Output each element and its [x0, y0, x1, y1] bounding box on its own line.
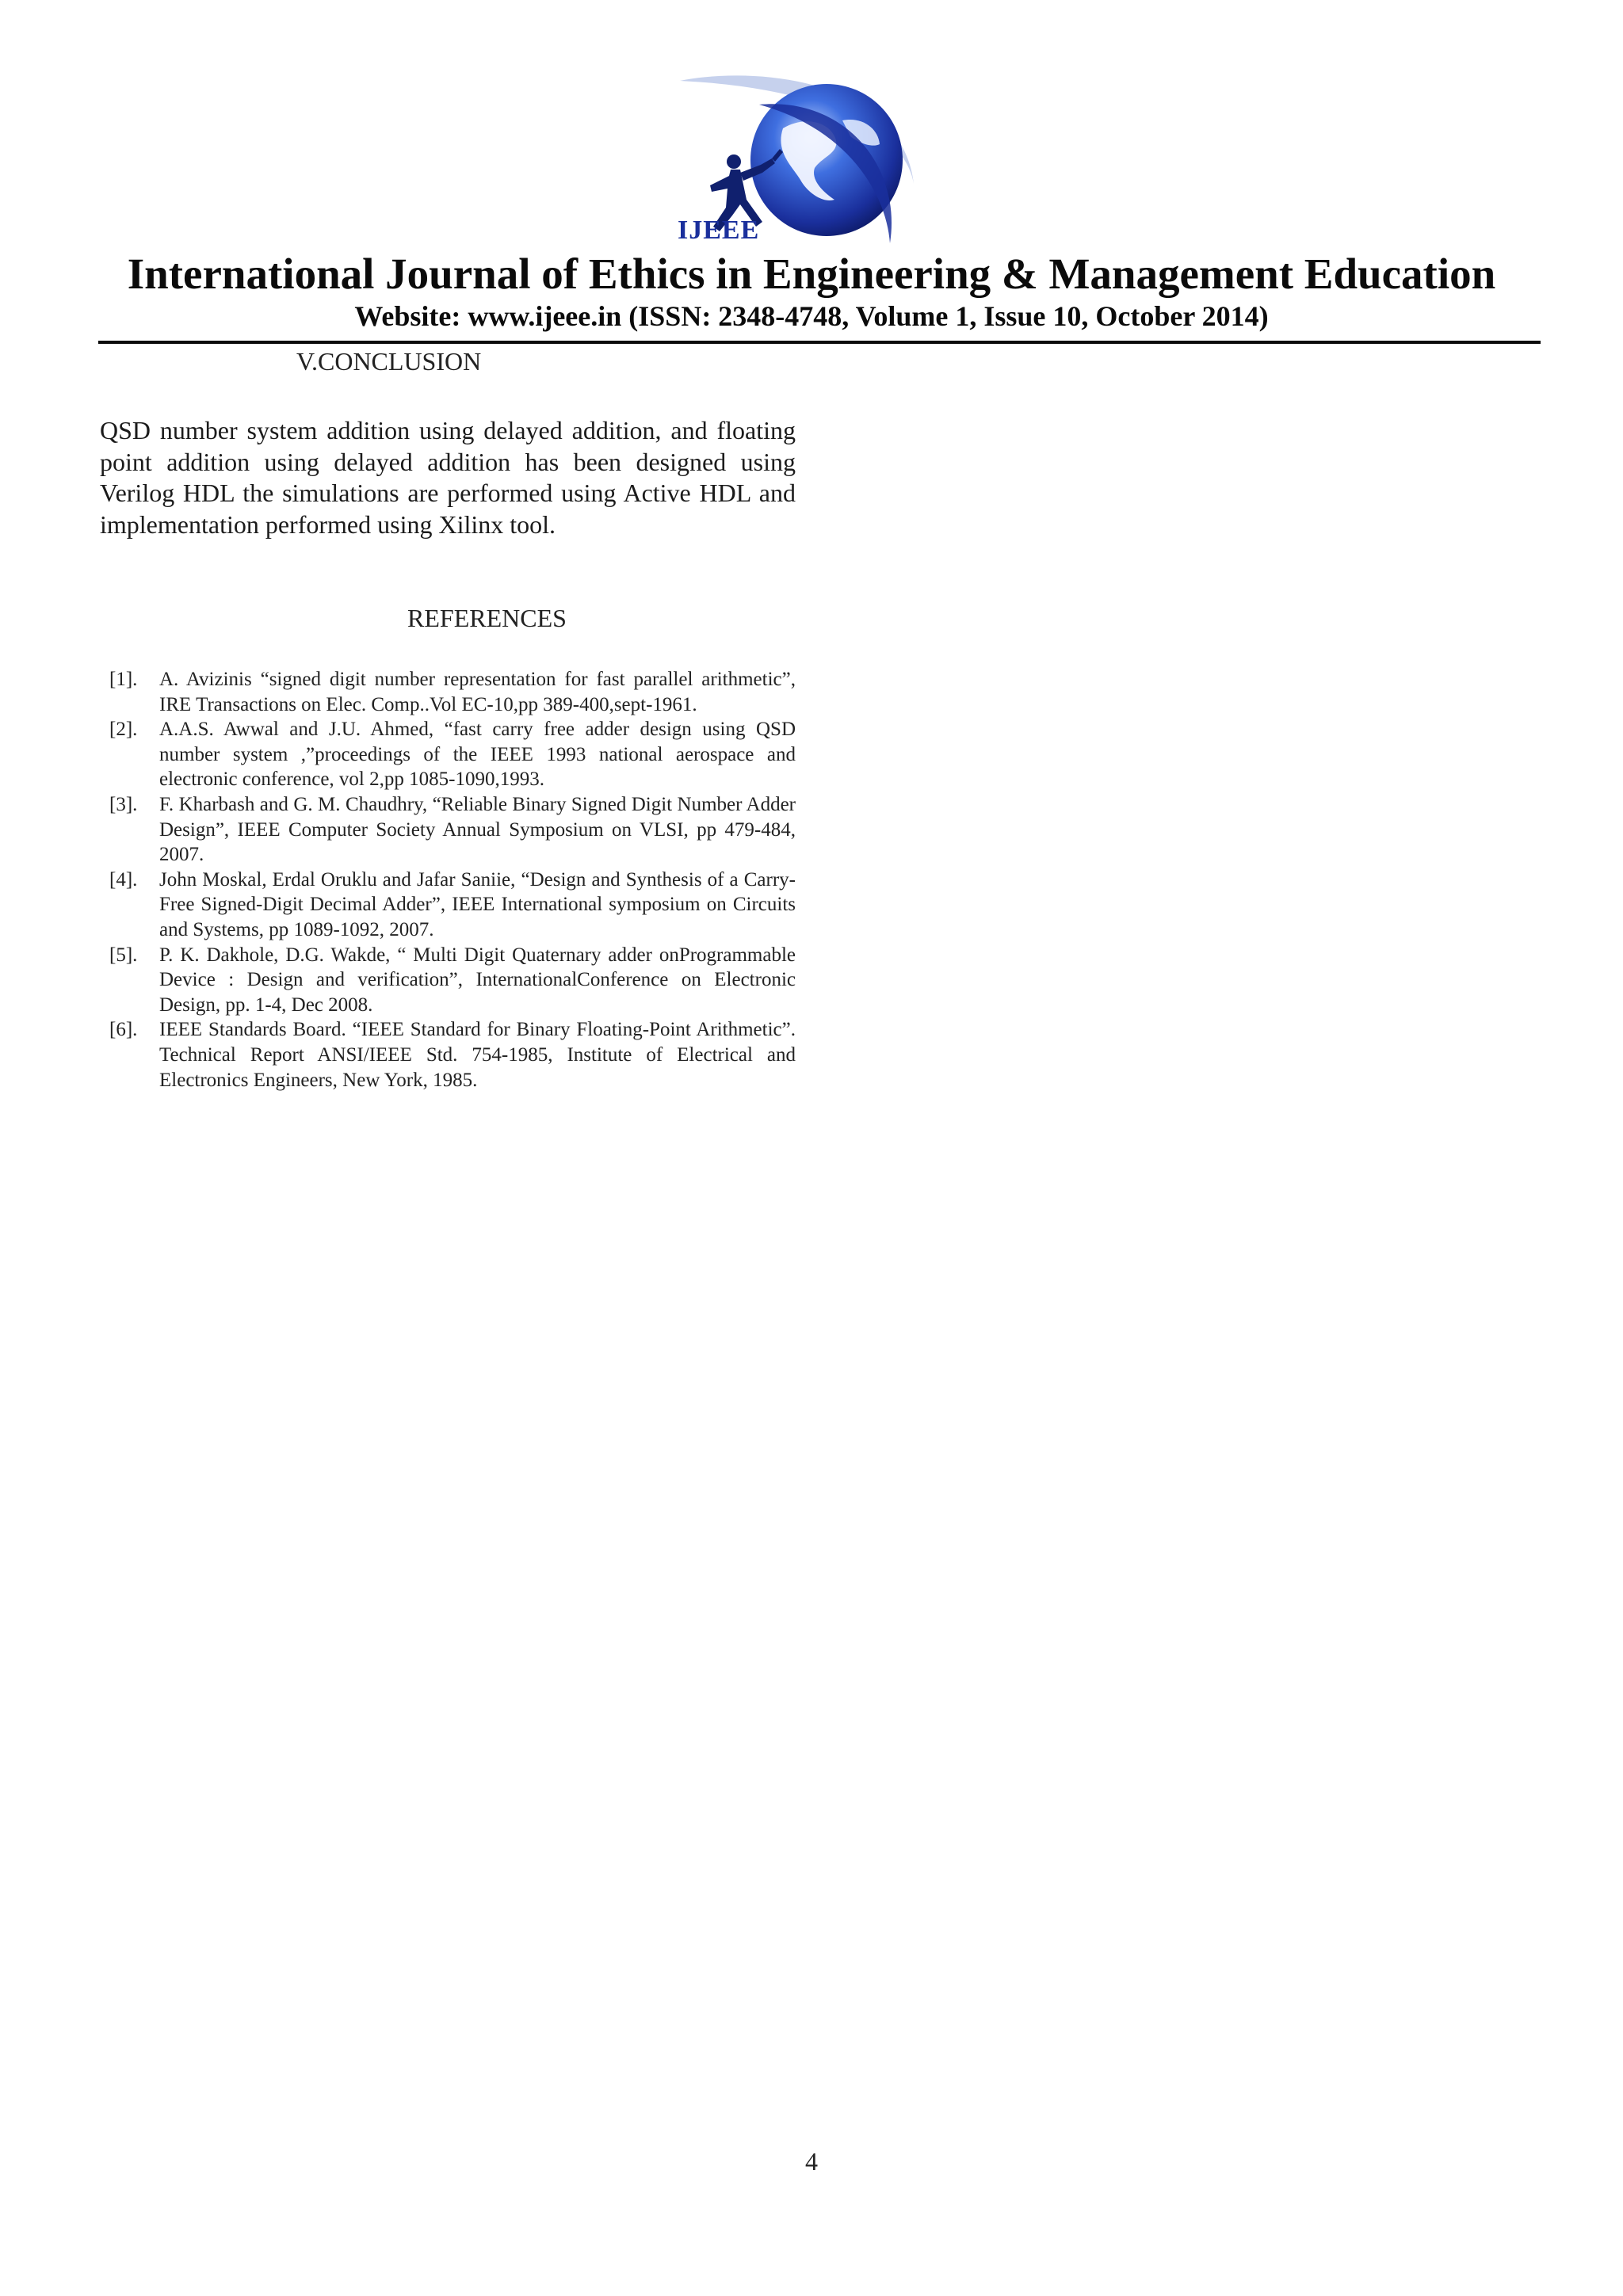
reference-number: [6].: [109, 1019, 138, 1041]
references-heading: REFERENCES: [407, 604, 567, 632]
journal-subtitle: Website: www.ijeee.in (ISSN: 2348-4748, Volume 1, Issue 10, October 2014): [354, 300, 1269, 332]
reference-item: [109, 717, 796, 792]
conclusion-paragraph: QSD number system addition using delayed addition, and floating point addition using delayed addition has been designed using Verilog HDL the simulations are performed using Active HDL and implementation performed using Xilinx tool.: [100, 416, 796, 539]
reference-text: A.A.S. Awwal and J.U. Ahmed, “fast carry free adder design using QSD number system ,”proceedings of the IEEE 1993 national aerospace and electronic conference, vol 2,pp 1085-1090,1993.: [159, 719, 796, 791]
reference-list: [109, 667, 796, 1093]
conclusion-heading: V.CONCLUSION: [296, 347, 482, 376]
reference-item: [109, 868, 796, 943]
page-number: 4: [805, 2147, 818, 2176]
reference-text: A. Avizinis “signed digit number representation for fast parallel arithmetic”, IRE Transactions on Elec. Comp..Vol EC-10,pp 389-400,sept-1961.: [159, 669, 796, 715]
reference-item: [109, 792, 796, 868]
journal-title: International Journal of Ethics in Engineering & Management Education: [127, 250, 1496, 298]
reference-item: [109, 667, 796, 717]
reference-number: [1].: [109, 669, 138, 690]
reference-number: [5].: [109, 944, 138, 966]
reference-text: P. K. Dakhole, D.G. Wakde, “ Multi Digit Quaternary adder onProgrammable Device : Design and verification”, InternationalConference on Electronic Design, pp. 1-4, Dec 2008.: [159, 944, 796, 1016]
logo-text: IJEEE: [678, 215, 760, 245]
reference-item: [109, 1017, 796, 1093]
reference-text: IEEE Standards Board. “IEEE Standard for Binary Floating-Point Arithmetic”. Technical Report ANSI/IEEE Std. 754-1985, Institute of Electrical and Electronics Engineers, New York, 1985.: [159, 1019, 796, 1091]
reference-text: John Moskal, Erdal Oruklu and Jafar Saniie, “Design and Synthesis of a Carry-Free Signed-Digit Decimal Adder”, IEEE International symposium on Circuits and Systems, pp 1089-1092, 2007.: [159, 868, 796, 940]
reference-number: [2].: [109, 719, 138, 741]
reference-number: [3].: [109, 793, 138, 815]
reference-number: [4].: [109, 868, 138, 891]
header-divider: [98, 341, 1541, 344]
reference-text: F. Kharbash and G. M. Chaudhry, “Reliable Binary Signed Digit Number Adder Design”, IEEE Computer Society Annual Symposium on VLSI, pp 479-484, 2007.: [159, 793, 796, 866]
reference-item: [109, 943, 796, 1018]
